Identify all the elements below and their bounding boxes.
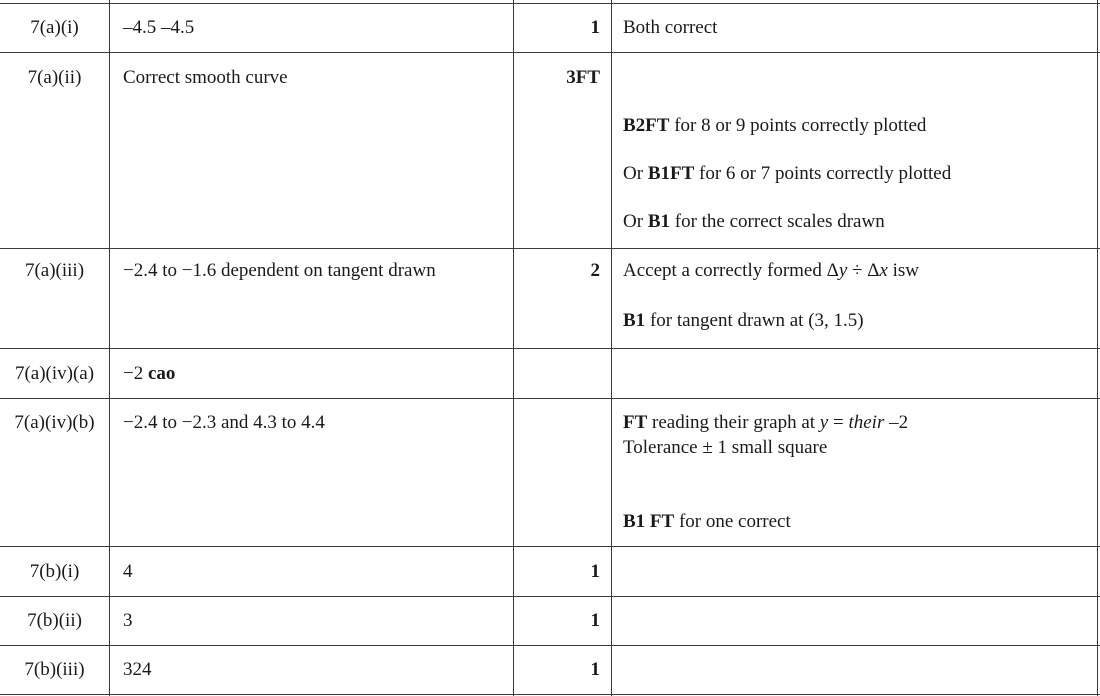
answer-bold: cao — [147, 363, 176, 384]
guidance-text: for 8 or 9 points correctly plotted — [669, 115, 927, 136]
question-number: 7(a)(iii) — [24, 260, 85, 281]
mark-cell — [513, 248, 611, 348]
answer-line — [123, 363, 175, 385]
answer-text: 4 — [123, 561, 133, 582]
guidance-cell — [611, 546, 1100, 596]
guidance-text: for the correct scales drawn — [670, 211, 885, 232]
mark-value: 1 — [590, 610, 600, 631]
answer-cell — [109, 52, 513, 248]
table-row — [0, 248, 1100, 348]
table-row — [0, 398, 1100, 546]
question-number: 7(b)(ii) — [27, 610, 82, 631]
guidance-italic: x — [879, 260, 888, 281]
guidance-cell — [611, 398, 1100, 546]
answer-text: Correct smooth curve — [123, 67, 288, 88]
guidance-cell — [611, 348, 1100, 398]
guidance-cell — [611, 596, 1100, 645]
mark-value: 1 — [590, 659, 600, 680]
guidance-line — [623, 211, 885, 233]
guidance-text: for one correct — [674, 511, 791, 532]
guidance-cell — [611, 3, 1100, 52]
guidance-line — [623, 163, 951, 185]
question-number: 7(a)(iv)(a) — [14, 363, 95, 384]
table-row — [0, 645, 1100, 694]
guidance-text: Accept a correctly formed Δ — [623, 260, 839, 281]
guidance-text: for tangent drawn at (3, 1.5) — [645, 310, 864, 331]
guidance-text: ÷ Δ — [847, 260, 880, 281]
question-number: 7(a)(iv)(b) — [14, 412, 95, 433]
mark-value: 1 — [590, 561, 600, 582]
answer-text: −2 — [123, 363, 148, 384]
mark-cell — [513, 348, 611, 398]
table-row — [0, 3, 1100, 52]
question-number: 7(a)(i) — [30, 17, 79, 38]
guidance-italic: y — [838, 260, 848, 281]
guidance-line — [623, 412, 908, 434]
guidance-bold: FT — [623, 412, 648, 433]
guidance-line — [623, 511, 791, 533]
mark-value: 1 — [590, 17, 600, 38]
question-cell — [0, 348, 109, 398]
mark-cell — [513, 52, 611, 248]
guidance-bold: B1 — [647, 211, 670, 232]
mark-cell — [513, 398, 611, 546]
answer-text: 324 — [123, 659, 152, 680]
answer-cell — [109, 398, 513, 546]
guidance-bold: B1 — [623, 310, 646, 331]
question-number: 7(a)(ii) — [27, 67, 82, 88]
guidance-text: isw — [887, 260, 920, 281]
question-number: 7(b)(i) — [29, 561, 80, 582]
guidance-line — [623, 310, 864, 332]
table-row — [0, 546, 1100, 596]
guidance-text: Or — [623, 163, 648, 184]
guidance-cell — [611, 645, 1100, 694]
guidance-text: reading their graph at — [647, 412, 820, 433]
table-row — [0, 348, 1100, 398]
table-row — [0, 52, 1100, 248]
guidance-text: = — [828, 412, 849, 433]
mark-value: 3FT — [566, 67, 600, 88]
question-cell — [0, 645, 109, 694]
answer-cell — [109, 546, 513, 596]
mark-cell — [513, 645, 611, 694]
guidance-bold: B1FT — [647, 163, 695, 184]
answer-text: −2.4 to −2.3 and 4.3 to 4.4 — [123, 412, 325, 433]
question-cell — [0, 248, 109, 348]
question-cell — [0, 52, 109, 248]
guidance-cell — [611, 52, 1100, 248]
answer-text: 3 — [123, 610, 133, 631]
answer-text: –4.5 –4.5 — [123, 17, 195, 38]
guidance-cell — [611, 248, 1100, 348]
question-number: 7(b)(iii) — [24, 659, 85, 680]
guidance-line — [623, 115, 926, 137]
guidance-line: Tolerance ± 1 small square — [623, 437, 828, 458]
guidance-bold: B1 FT — [623, 511, 675, 532]
guidance-text: Or — [623, 211, 648, 232]
guidance-text: Both correct — [623, 17, 718, 38]
answer-cell — [109, 348, 513, 398]
guidance-line — [623, 260, 919, 282]
question-cell — [0, 398, 109, 546]
answer-cell — [109, 248, 513, 348]
guidance-italic: their — [848, 412, 885, 433]
mark-cell — [513, 546, 611, 596]
mark-cell — [513, 596, 611, 645]
guidance-bold: B2FT — [623, 115, 670, 136]
mark-cell — [513, 3, 611, 52]
guidance-italic: y — [819, 412, 829, 433]
answer-cell — [109, 596, 513, 645]
answer-cell — [109, 3, 513, 52]
answer-cell — [109, 645, 513, 694]
question-cell — [0, 596, 109, 645]
guidance-text: for 6 or 7 points correctly plotted — [694, 163, 952, 184]
table-row — [0, 596, 1100, 645]
guidance-text: –2 — [884, 412, 909, 433]
mark-value: 2 — [590, 260, 600, 281]
question-cell — [0, 546, 109, 596]
question-cell — [0, 3, 109, 52]
answer-text: −2.4 to −1.6 dependent on tangent drawn — [123, 260, 436, 281]
row-divider — [0, 694, 1100, 695]
